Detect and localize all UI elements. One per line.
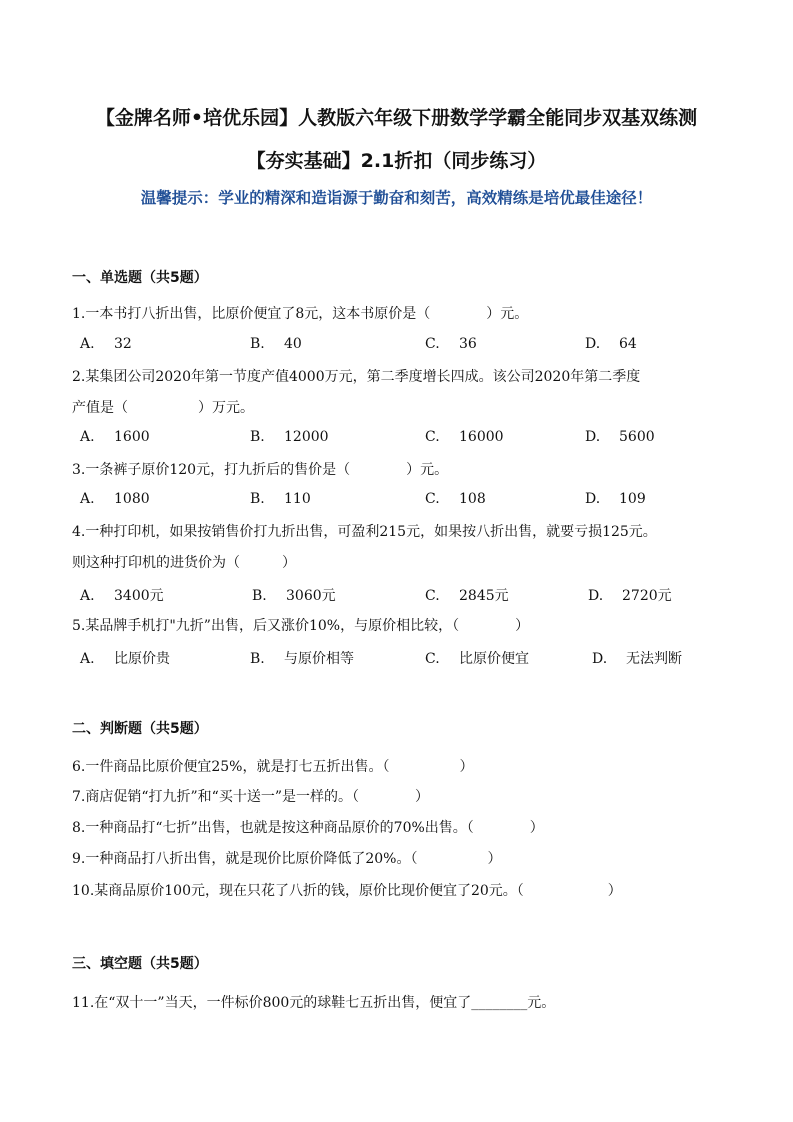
question-11: 11.在“双十一”当天，一件标价800元的球鞋七五折出售，便宜了________元。 <box>72 995 556 1011</box>
question-9: 9.一种商品打八折出售，就是现价比原价降低了20%。（ ） <box>72 851 502 867</box>
option-c[interactable]: C. 16000 <box>425 429 504 445</box>
option-a[interactable]: A. 32 <box>80 336 132 352</box>
question-7: 7.商店促销“打九折”和“买十送一”是一样的。（ ） <box>72 789 429 805</box>
section-heading-1: 一、单选题（共5题） <box>72 270 208 286</box>
question-2: 2.某集团公司2020年第一节度产值4000万元，第二季度增长四成。该公司2020年第二季度 <box>72 369 641 385</box>
title-line-2: 【夯实基础】2.1折扣（同步练习） <box>246 150 547 172</box>
option-d[interactable]: D. 64 <box>585 336 637 352</box>
options-3 <box>80 491 740 511</box>
question-2-cont: 产值是（ ）万元。 <box>72 400 254 416</box>
question-5: 5.某品牌手机打"九折”出售，后又涨价10%，与原价相比较，（ ） <box>72 618 530 634</box>
option-a[interactable]: A. 比原价贵 <box>80 651 170 667</box>
option-a[interactable]: A. 1600 <box>80 429 150 445</box>
options-4 <box>80 585 740 605</box>
option-a[interactable]: A. 1080 <box>80 491 150 507</box>
question-1: 1.一本书打八折出售，比原价便宜了8元，这本书原价是（ ）元。 <box>72 306 529 322</box>
option-b[interactable]: B. 110 <box>250 491 311 507</box>
question-4: 4.一种打印机，如果按销售价打九折出售，可盈利215元，如果按八折出售，就要亏损125元。 <box>72 524 657 540</box>
option-c[interactable]: C. 比原价便宜 <box>425 651 529 667</box>
option-b[interactable]: B. 12000 <box>250 429 329 445</box>
option-c[interactable]: C. 108 <box>425 491 486 507</box>
question-3: 3.一条裤子原价120元，打九折后的售价是（ ）元。 <box>72 462 449 478</box>
section-heading-3: 三、填空题（共5题） <box>72 956 208 972</box>
question-4-cont: 则这种打印机的进货价为（ ） <box>72 555 296 571</box>
tip-text: 温馨提示：学业的精深和造诣源于勤奋和刻苦，高效精练是培优最佳途径！ <box>140 189 653 207</box>
option-b[interactable]: B. 40 <box>250 336 302 352</box>
question-10: 10.某商品原价100元，现在只花了八折的钱，原价比现价便宜了20元。（ ） <box>72 883 622 899</box>
question-6: 6.一件商品比原价便宜25%，就是打七五折出售。（ ） <box>72 759 474 775</box>
section-heading-2: 二、判断题（共5题） <box>72 721 208 737</box>
title-line-1: 【金牌名师•培优乐园】人教版六年级下册数学学霸全能同步双基双练测 <box>95 107 698 129</box>
options-1 <box>80 336 740 356</box>
question-8: 8.一种商品打“七折”出售，也就是按这种商品原价的70%出售。（ ） <box>72 820 544 836</box>
option-b[interactable]: B. 与原价相等 <box>250 651 354 667</box>
option-b[interactable]: B. 3060元 <box>252 588 336 604</box>
option-c[interactable]: C. 2845元 <box>425 588 509 604</box>
options-2 <box>80 429 740 449</box>
option-d[interactable]: D. 109 <box>585 491 646 507</box>
option-a[interactable]: A. 3400元 <box>80 588 164 604</box>
option-d[interactable]: D. 2720元 <box>588 588 672 604</box>
options-5 <box>80 648 740 668</box>
option-c[interactable]: C. 36 <box>425 336 477 352</box>
option-d[interactable]: D. 无法判断 <box>592 651 682 667</box>
option-d[interactable]: D. 5600 <box>585 429 655 445</box>
